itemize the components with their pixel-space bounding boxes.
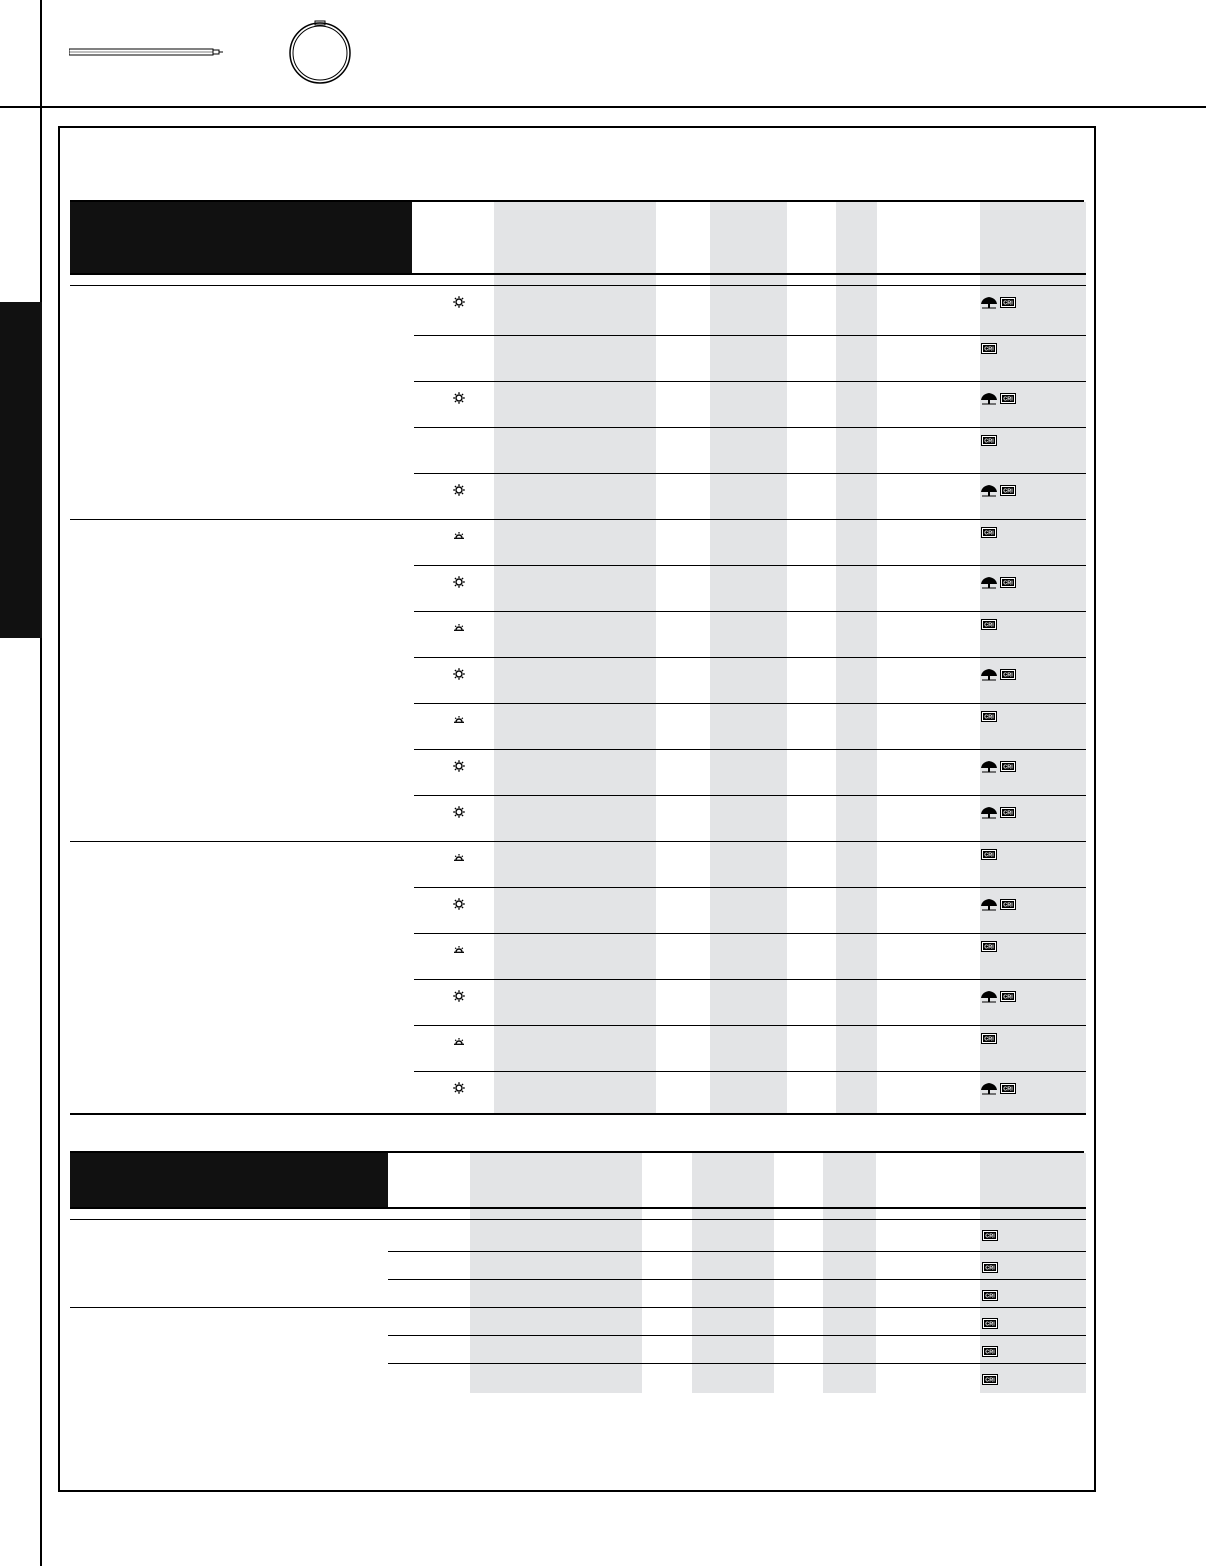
table1-shaded-column-2: [710, 202, 787, 1114]
sun-icon: [453, 898, 465, 910]
half-sun-icon: [453, 945, 465, 953]
cri-badge-icon: [982, 1318, 998, 1329]
table1-row-rule: [414, 749, 1086, 750]
cri-badge-icon: [981, 711, 997, 722]
tree-eco-icon: [980, 759, 998, 773]
table1-row-rule: [414, 1025, 1086, 1026]
tree-eco-icon: [980, 805, 998, 819]
table2-row-rule: [388, 1335, 1086, 1336]
table2-header-bottom-rule: [70, 1207, 1086, 1209]
sun-icon: [453, 806, 465, 818]
section-tab: [0, 302, 42, 638]
svg-text:CRI: CRI: [1003, 672, 1013, 679]
table1-row-rule: [414, 611, 1086, 612]
sun-icon: [453, 296, 465, 308]
table1-header-bottom-rule: [70, 273, 1086, 275]
svg-text:CRI: CRI: [985, 1321, 995, 1328]
svg-text:CRI: CRI: [984, 714, 994, 721]
cri-badge-icon: [1000, 899, 1016, 910]
circline-lamp-icon: [288, 20, 352, 84]
svg-text:CRI: CRI: [1003, 488, 1013, 495]
left-margin-rule: [40, 0, 42, 1566]
linear-tube-lamp-icon: [69, 48, 223, 56]
cri-badge-icon: [1000, 669, 1016, 680]
tree-eco-icon: [980, 483, 998, 497]
table1-row-rule: [414, 933, 1086, 934]
sun-icon: [453, 576, 465, 588]
svg-text:CRI: CRI: [985, 1377, 995, 1384]
half-sun-icon: [453, 623, 465, 631]
svg-text:CRI: CRI: [984, 852, 994, 859]
svg-text:CRI: CRI: [1003, 810, 1013, 817]
svg-text:CRI: CRI: [1003, 396, 1013, 403]
table2-shaded-column-3: [823, 1153, 876, 1393]
sun-icon: [453, 484, 465, 496]
sun-icon: [453, 1082, 465, 1094]
table1-row-rule: [414, 979, 1086, 980]
cri-badge-icon: [982, 1346, 998, 1357]
cri-badge-icon: [981, 435, 997, 446]
svg-text:CRI: CRI: [984, 530, 994, 537]
cri-badge-icon: [982, 1374, 998, 1385]
table1-group-rule: [70, 519, 1086, 520]
cri-badge-icon: [981, 619, 997, 630]
table1-row-rule: [414, 795, 1086, 796]
svg-text:CRI: CRI: [985, 1233, 995, 1240]
half-sun-icon: [453, 715, 465, 723]
cri-badge-icon: [982, 1230, 998, 1241]
sun-icon: [453, 990, 465, 1002]
cri-badge-icon: [1000, 807, 1016, 818]
tree-eco-icon: [980, 667, 998, 681]
svg-text:CRI: CRI: [985, 1293, 995, 1300]
cri-badge-icon: [981, 1033, 997, 1044]
cri-badge-icon: [1000, 485, 1016, 496]
tree-eco-icon: [980, 391, 998, 405]
table1-shaded-column-1: [494, 202, 656, 1114]
svg-text:CRI: CRI: [984, 1036, 994, 1043]
svg-text:CRI: CRI: [985, 1265, 995, 1272]
table2-row-rule: [388, 1251, 1086, 1252]
cri-badge-icon: [981, 343, 997, 354]
table2-header-block: [70, 1153, 388, 1208]
cri-badge-icon: [982, 1290, 998, 1301]
svg-text:CRI: CRI: [1003, 580, 1013, 587]
table1-shaded-column-3: [836, 202, 877, 1114]
cri-badge-icon: [1000, 991, 1016, 1002]
half-sun-icon: [453, 531, 465, 539]
half-sun-icon: [453, 853, 465, 861]
cri-badge-icon: [982, 1262, 998, 1273]
tree-eco-icon: [980, 989, 998, 1003]
svg-text:CRI: CRI: [1003, 902, 1013, 909]
cri-badge-icon: [981, 941, 997, 952]
table2-row-rule: [388, 1363, 1086, 1364]
table1-row-rule: [414, 565, 1086, 566]
table2-shaded-column-1: [470, 1153, 642, 1393]
svg-text:CRI: CRI: [984, 944, 994, 951]
svg-text:CRI: CRI: [984, 438, 994, 445]
tree-eco-icon: [980, 1081, 998, 1095]
svg-text:CRI: CRI: [1003, 300, 1013, 307]
table1-row-rule: [414, 335, 1086, 336]
table2-row-rule: [388, 1279, 1086, 1280]
table1-shaded-column-4: [980, 202, 1086, 1114]
table2-shaded-column-2: [692, 1153, 774, 1393]
svg-text:CRI: CRI: [985, 1349, 995, 1356]
table1-header-block: [70, 202, 412, 274]
cri-badge-icon: [981, 849, 997, 860]
table1-row-rule: [414, 1071, 1086, 1072]
table2-body-top-rule: [70, 1219, 1086, 1220]
table1-row-rule: [414, 657, 1086, 658]
cri-badge-icon: [1000, 393, 1016, 404]
svg-text:CRI: CRI: [1003, 1086, 1013, 1093]
sun-icon: [453, 392, 465, 404]
table1-row-rule: [414, 887, 1086, 888]
cri-badge-icon: [1000, 761, 1016, 772]
table1-row-rule: [414, 381, 1086, 382]
svg-text:CRI: CRI: [984, 346, 994, 353]
svg-text:CRI: CRI: [984, 622, 994, 629]
tree-eco-icon: [980, 897, 998, 911]
svg-text:CRI: CRI: [1003, 764, 1013, 771]
table1-body-top-rule: [70, 285, 1086, 286]
sun-icon: [453, 760, 465, 772]
cri-badge-icon: [1000, 577, 1016, 588]
svg-text:CRI: CRI: [1003, 994, 1013, 1001]
table1-row-rule: [414, 473, 1086, 474]
table1-row-rule: [414, 427, 1086, 428]
tree-eco-icon: [980, 575, 998, 589]
table1-bottom-rule: [70, 1113, 1086, 1115]
cri-badge-icon: [981, 527, 997, 538]
table1-group-rule: [70, 841, 1086, 842]
cri-badge-icon: [1000, 1083, 1016, 1094]
table2-group-rule: [70, 1307, 1086, 1308]
top-header-rule: [0, 106, 1206, 108]
table1-row-rule: [414, 703, 1086, 704]
cri-badge-icon: [1000, 297, 1016, 308]
tree-eco-icon: [980, 295, 998, 309]
half-sun-icon: [453, 1037, 465, 1045]
table2-shaded-column-4: [980, 1153, 1086, 1393]
sun-icon: [453, 668, 465, 680]
